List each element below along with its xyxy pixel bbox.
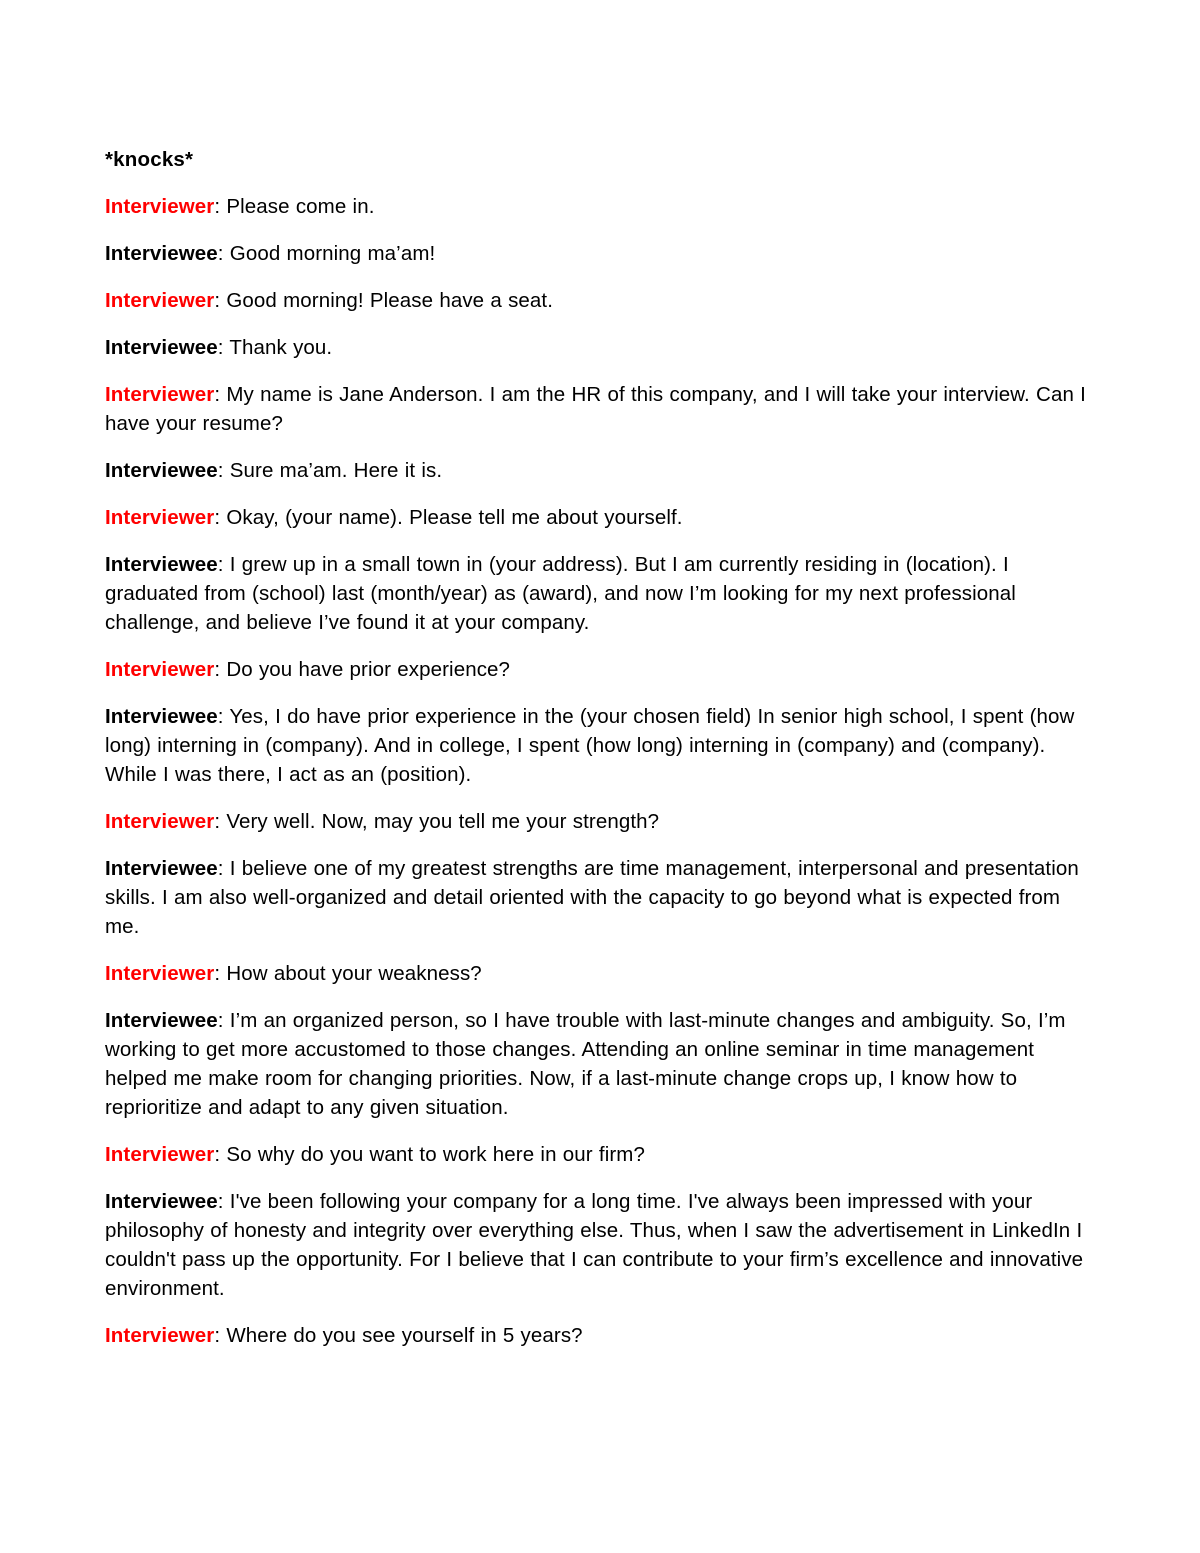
speaker-label-interviewer: Interviewer bbox=[105, 810, 215, 833]
dialogue-line bbox=[105, 550, 1095, 637]
dialogue-line bbox=[105, 380, 1095, 438]
dialogue-text: So why do you want to work here in our firm? bbox=[226, 1143, 645, 1166]
speaker-label-interviewer: Interviewer bbox=[105, 962, 215, 985]
speaker-separator: : bbox=[214, 506, 227, 529]
dialogue-line bbox=[105, 854, 1095, 941]
dialogue-text: I've been following your company for a long time. I've always been impressed with your philosophy of honesty and integrity over everything else. Thus, when I saw the advertisement in LinkedIn I couldn't pass up the opportunity. For I believe that I can contribute to your firm’s excellence and innovative environment. bbox=[105, 1190, 1084, 1300]
dialogue-text: I’m an organized person, so I have trouble with last-minute changes and ambiguity. So, I’m working to get more accustomed to those changes. Attending an online seminar in time management helped me make room for changing priorities. Now, if a last-minute change crops up, I know how to reprioritize and adapt to any given situation. bbox=[105, 1009, 1066, 1119]
speaker-separator: : bbox=[217, 1009, 230, 1032]
speaker-label-interviewee: Interviewee bbox=[105, 242, 218, 265]
dialogue-text: I grew up in a small town in (your address). But I am currently residing in (location). I graduated from (school) last (month/year) as (award), and now I’m looking for my next professional challenge, and believe I’ve found it at your company. bbox=[105, 553, 1016, 634]
speaker-label-interviewee: Interviewee bbox=[105, 553, 218, 576]
speaker-label-interviewer: Interviewer bbox=[105, 658, 215, 681]
speaker-separator: : bbox=[214, 1324, 227, 1347]
speaker-separator: : bbox=[214, 289, 227, 312]
speaker-label-interviewer: Interviewer bbox=[105, 195, 215, 218]
dialogue-text: Please come in. bbox=[226, 195, 375, 218]
dialogue-line bbox=[105, 959, 1095, 988]
dialogue-line bbox=[105, 503, 1095, 532]
speaker-separator: : bbox=[217, 459, 230, 482]
dialogue-line bbox=[105, 239, 1095, 268]
speaker-label-interviewer: Interviewer bbox=[105, 289, 215, 312]
dialogue-line bbox=[105, 333, 1095, 362]
speaker-separator: : bbox=[214, 195, 227, 218]
dialogue-text: Do you have prior experience? bbox=[226, 658, 511, 681]
dialogue-line bbox=[105, 655, 1095, 684]
dialogue-line bbox=[105, 1321, 1095, 1350]
speaker-separator: : bbox=[214, 383, 227, 406]
dialogue-text: I believe one of my greatest strengths are time management, interpersonal and presentation skills. I am also well-organized and detail oriented with the capacity to go beyond what is expected from me. bbox=[105, 857, 1079, 938]
speaker-label-interviewee: Interviewee bbox=[105, 1190, 218, 1213]
speaker-label-interviewer: Interviewer bbox=[105, 383, 215, 406]
dialogue-text: Good morning! Please have a seat. bbox=[226, 289, 554, 312]
document-body bbox=[105, 145, 1095, 1350]
speaker-label-interviewer: Interviewer bbox=[105, 506, 215, 529]
speaker-label-interviewee: Interviewee bbox=[105, 336, 218, 359]
speaker-separator: : bbox=[214, 658, 227, 681]
dialogue-text: Very well. Now, may you tell me your strength? bbox=[226, 810, 660, 833]
dialogue-text: Where do you see yourself in 5 years? bbox=[226, 1324, 583, 1347]
speaker-separator: : bbox=[214, 810, 227, 833]
dialogue-text: Good morning ma’am! bbox=[229, 242, 436, 265]
speaker-separator: : bbox=[217, 1190, 230, 1213]
speaker-separator: : bbox=[217, 857, 230, 880]
dialogue-line bbox=[105, 1187, 1095, 1303]
speaker-label-interviewee: Interviewee bbox=[105, 857, 218, 880]
dialogue-line bbox=[105, 702, 1095, 789]
speaker-label-interviewee: Interviewee bbox=[105, 705, 218, 728]
dialogue-text: My name is Jane Anderson. I am the HR of this company, and I will take your interview. Can I have your resume? bbox=[105, 383, 1086, 435]
dialogue-text: Sure ma’am. Here it is. bbox=[229, 459, 443, 482]
speaker-separator: : bbox=[217, 705, 230, 728]
speaker-separator: : bbox=[214, 962, 227, 985]
speaker-label-interviewer: Interviewer bbox=[105, 1324, 215, 1347]
speaker-label-interviewee: Interviewee bbox=[105, 459, 218, 482]
dialogue-line bbox=[105, 807, 1095, 836]
dialogue-line bbox=[105, 1006, 1095, 1122]
dialogue-line bbox=[105, 1140, 1095, 1169]
dialogue-text: Yes, I do have prior experience in the (your chosen field) In senior high school, I spent (how long) interning in (company). And in college, I spent (how long) interning in (company) and (company). While I was there, I act as an (position). bbox=[105, 705, 1075, 786]
dialogue-line bbox=[105, 456, 1095, 485]
stage-direction-knocks: *knocks* bbox=[105, 148, 194, 171]
speaker-separator: : bbox=[217, 553, 230, 576]
dialogue-line bbox=[105, 192, 1095, 221]
speaker-separator: : bbox=[217, 336, 230, 359]
dialogue-text: Thank you. bbox=[229, 336, 333, 359]
dialogue-text: Okay, (your name). Please tell me about yourself. bbox=[226, 506, 683, 529]
speaker-separator: : bbox=[217, 242, 230, 265]
speaker-label-interviewer: Interviewer bbox=[105, 1143, 215, 1166]
dialogue-container bbox=[105, 192, 1095, 1350]
dialogue-line bbox=[105, 286, 1095, 315]
dialogue-text: How about your weakness? bbox=[226, 962, 482, 985]
speaker-separator: : bbox=[214, 1143, 227, 1166]
speaker-label-interviewee: Interviewee bbox=[105, 1009, 218, 1032]
